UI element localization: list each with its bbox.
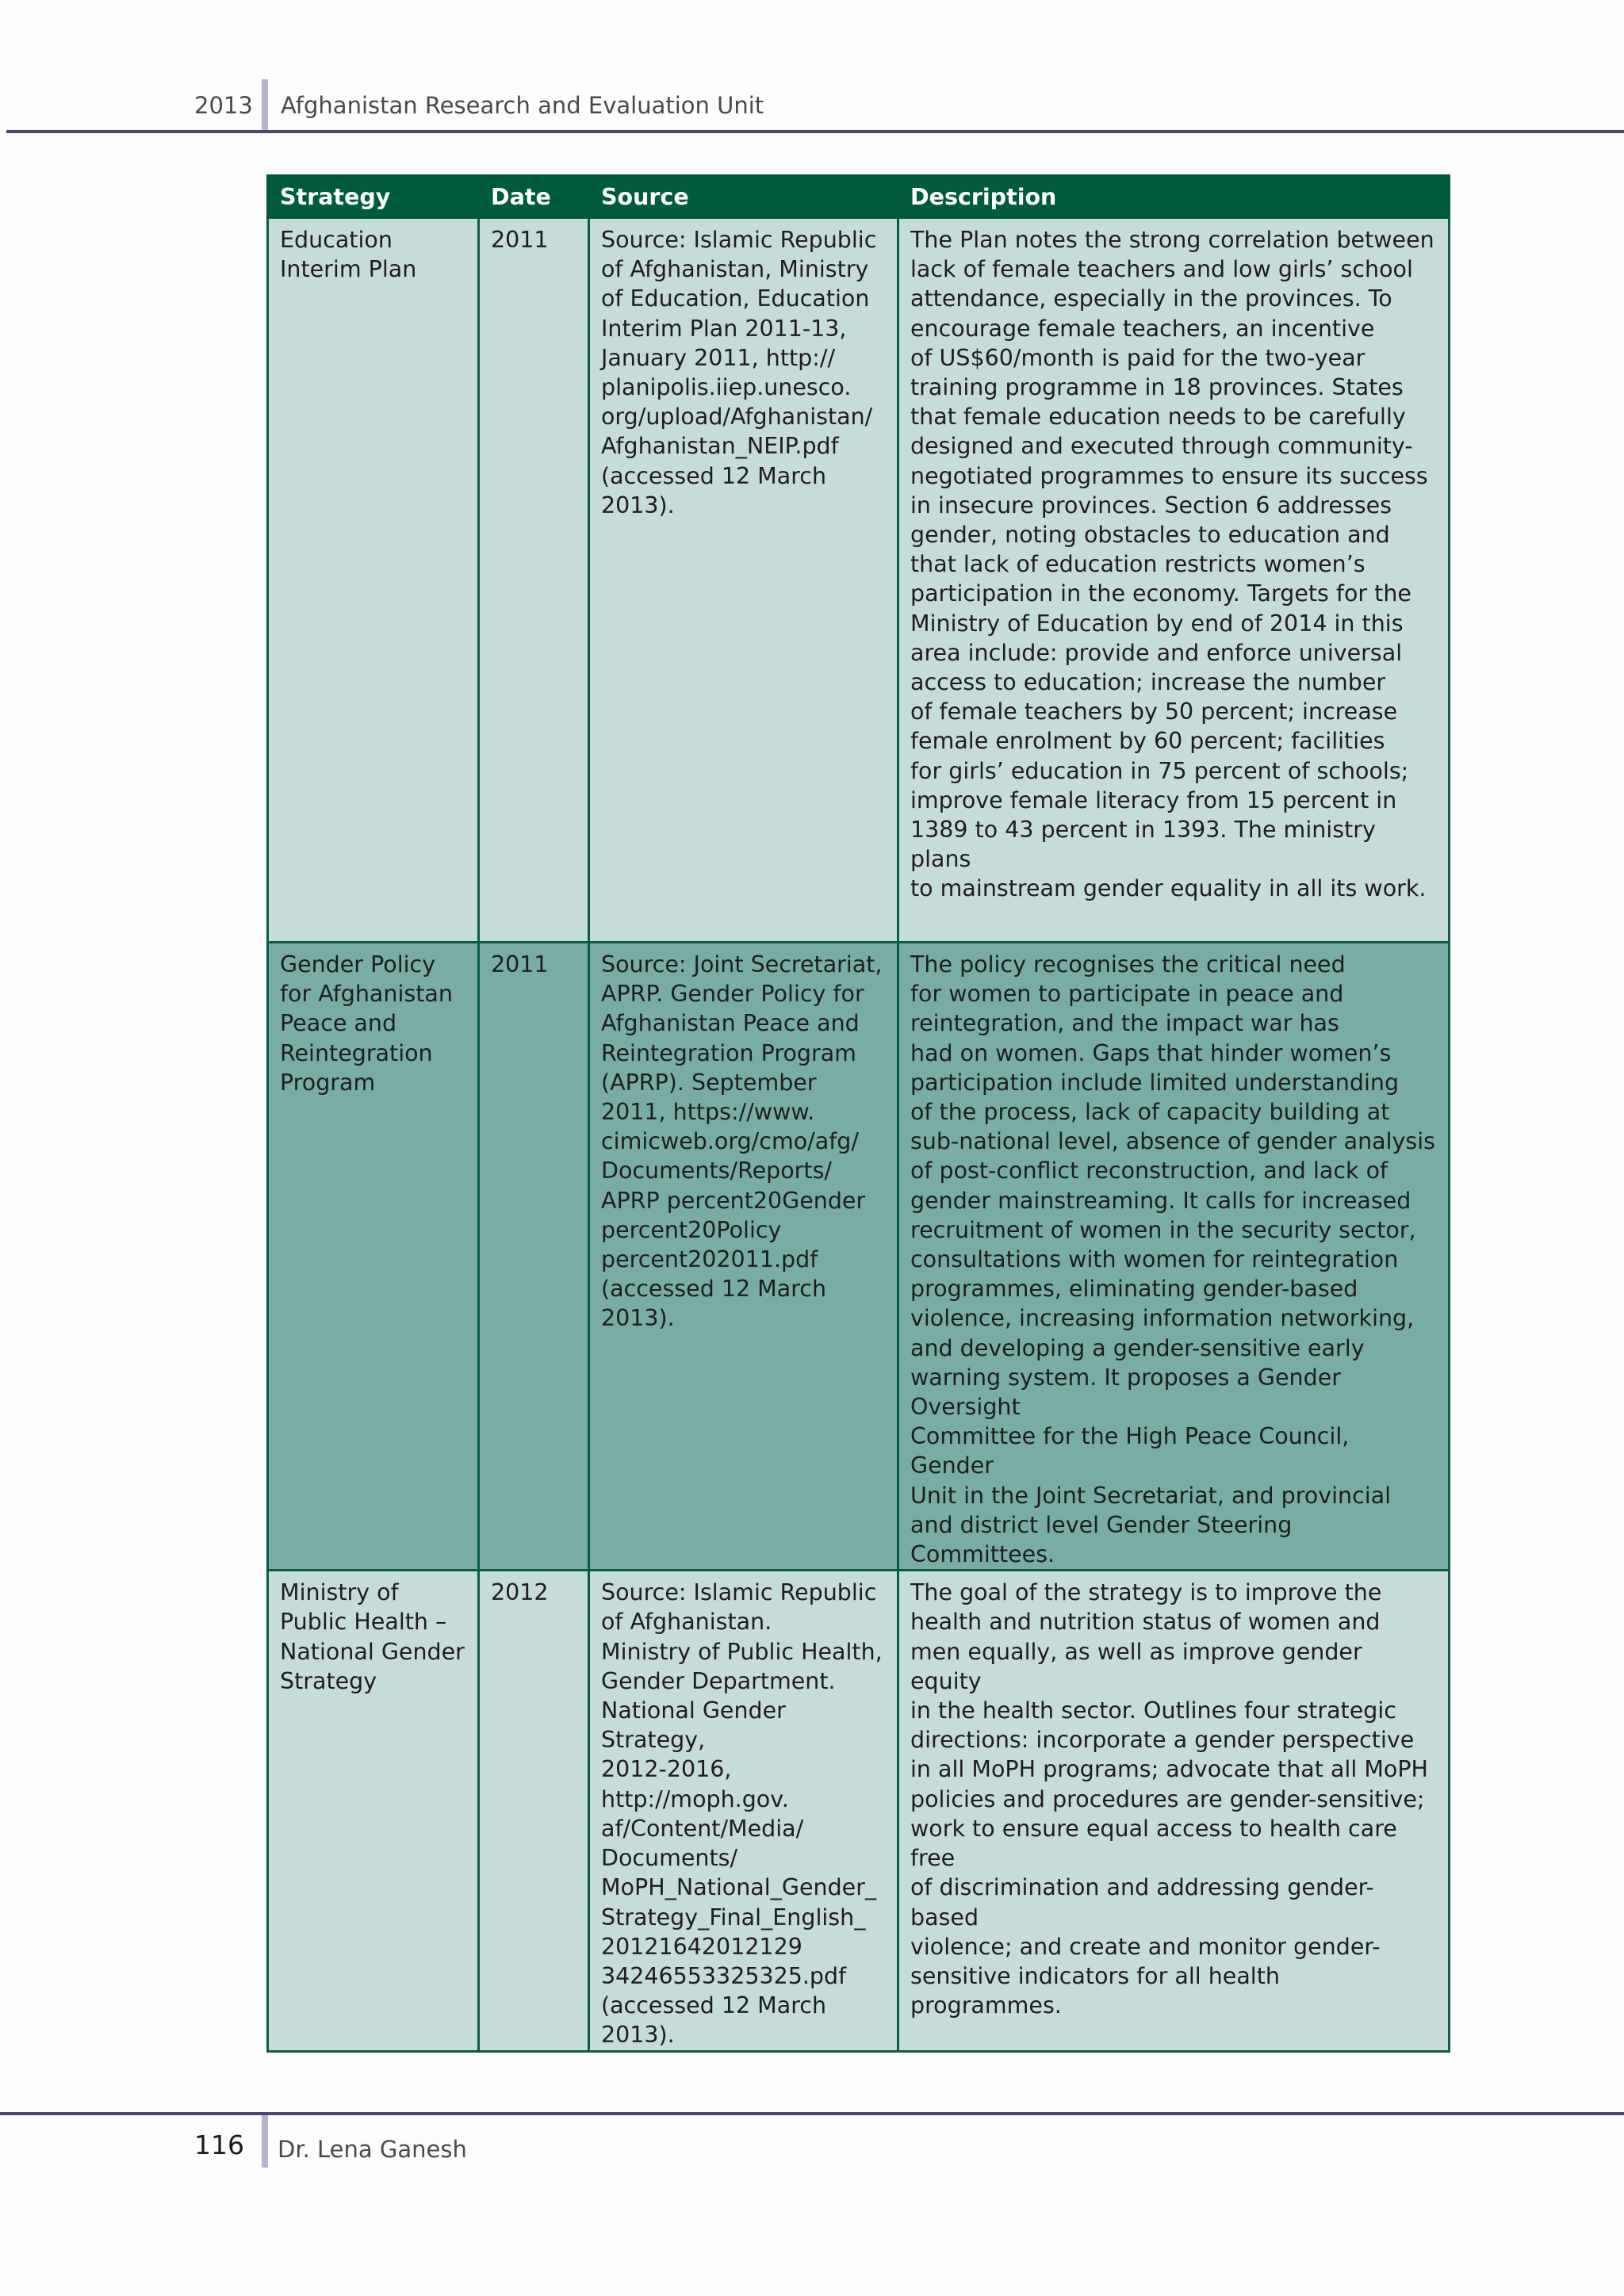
cell-strategy: Education Interim Plan bbox=[268, 218, 479, 943]
header-rule bbox=[6, 130, 1624, 133]
cell-description: The Plan notes the strong correlation between lack of female teachers and low girls’ school attendance, especially in the provinces. To encourage female teachers, an incentive of US$60/month is paid for the two-year training programme in 18 provinces. States that female education needs to be carefully designed and executed through community- negotiated programmes to ensure its success in insecure provinces. Section 6 addresses gender, noting obstacles to education and that lack of education restricts women’s participation in the economy. Targets for the Ministry of Education by end of 2014 in this area include: provide and enforce universal access to education; increase the number of female teachers by 50 percent; increase female enrolment by 60 percent; facilities for girls’ education in 75 percent of schools; improve female literacy from 15 percent in 1389 to 43 percent in 1393. The ministry plans to mainstream gender equality in all its work. bbox=[898, 218, 1450, 943]
footer-divider bbox=[262, 2115, 268, 2168]
footer-author: Dr. Lena Ganesh bbox=[278, 2136, 467, 2163]
cell-source: Source: Islamic Republic of Afghanistan. Ministry of Public Health, Gender Department. National Gender Strategy, 2012-2016, http://moph.gov. af/Content/Media/ Documents/ MoPH_National_Gender_ Strategy_Final_English_ 20121642012129 34246553325325.pdf (accessed 12 March 2013). bbox=[589, 1571, 898, 2051]
page-footer bbox=[0, 2112, 1624, 2168]
cell-description: The policy recognises the critical need for women to participate in peace and reintegration, and the impact war has had on women. Gaps that hinder women’s participation include limited understanding of the process, lack of capacity building at sub-national level, absence of gender analysis of post-conflict reconstruction, and lack of gender mainstreaming. It calls for increased recruitment of women in the security sector, consultations with women for reintegration programmes, eliminating gender-based violence, increasing information networking, and developing a gender-sensitive early warning system. It proposes a Gender Oversight Committee for the High Peace Council, Gender Unit in the Joint Secretariat, and provincial and district level Gender Steering Committees. bbox=[898, 943, 1450, 1571]
header-year: 2013 bbox=[194, 92, 253, 119]
cell-date: 2012 bbox=[479, 1571, 589, 2051]
table-row bbox=[268, 218, 1450, 943]
table-row bbox=[268, 943, 1450, 1571]
cell-date: 2011 bbox=[479, 218, 589, 943]
strategy-table bbox=[266, 174, 1450, 2053]
cell-source: Source: Joint Secretariat, APRP. Gender Policy for Afghanistan Peace and Reintegration Program (APRP). September 2011, https://www. cimicweb.org/cmo/afg/ Documents/Reports/ APRP percent20Gender percent20Policy percent202011.pdf (accessed 12 March 2013). bbox=[589, 943, 898, 1571]
page-header bbox=[0, 79, 1624, 133]
column-header-description: Description bbox=[898, 176, 1450, 218]
header-divider bbox=[262, 79, 268, 133]
page-number: 116 bbox=[194, 2130, 244, 2160]
column-header-source: Source bbox=[589, 176, 898, 218]
cell-date: 2011 bbox=[479, 943, 589, 1571]
cell-strategy: Ministry of Public Health – National Gender Strategy bbox=[268, 1571, 479, 2051]
table-row bbox=[268, 1571, 1450, 2051]
column-header-date: Date bbox=[479, 176, 589, 218]
cell-strategy: Gender Policy for Afghanistan Peace and Reintegration Program bbox=[268, 943, 479, 1571]
cell-source: Source: Islamic Republic of Afghanistan, Ministry of Education, Education Interim Plan 2011-13, January 2011, http:// planipolis.iiep.unesco. org/upload/Afghanistan/ Afghanistan_NEIP.pdf (accessed 12 March 2013). bbox=[589, 218, 898, 943]
cell-description: The goal of the strategy is to improve the health and nutrition status of women and men equally, as well as improve gender equity in the health sector. Outlines four strategic directions: incorporate a gender perspective in all MoPH programs; advocate that all MoPH policies and procedures are gender-sensitive; work to ensure equal access to health care free of discrimination and addressing gender-based violence; and create and monitor gender- sensitive indicators for all health programmes. bbox=[898, 1571, 1450, 2051]
table-header-row bbox=[268, 176, 1450, 218]
column-header-strategy: Strategy bbox=[268, 176, 479, 218]
footer-rule bbox=[0, 2112, 1624, 2115]
header-organization: Afghanistan Research and Evaluation Unit bbox=[281, 92, 764, 119]
